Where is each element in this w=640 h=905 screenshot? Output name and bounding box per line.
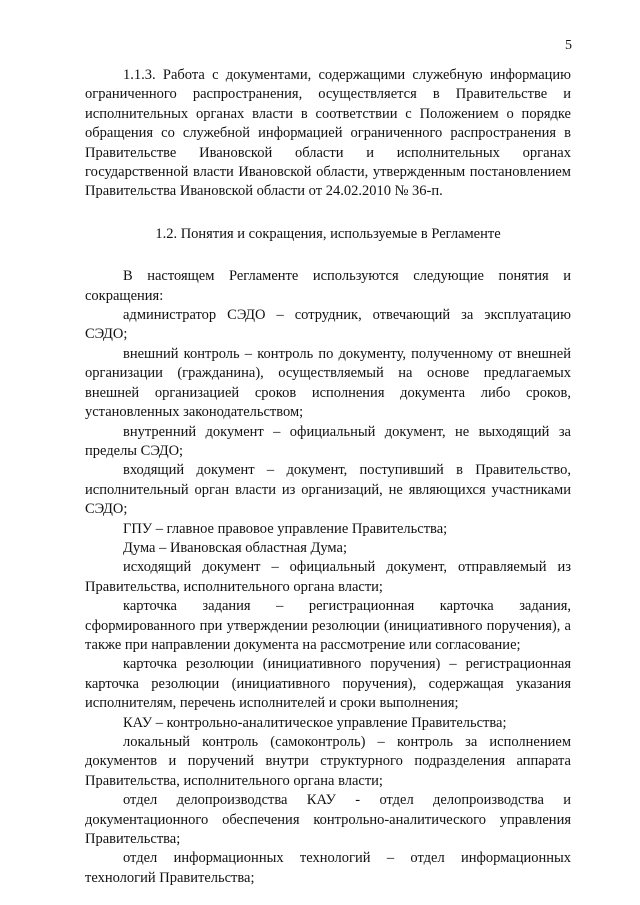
page-number: 5	[565, 38, 572, 53]
intro-paragraph: В настоящем Регламенте используются следующие понятия и сокращения:	[85, 268, 571, 304]
definition-incoming-document: входящий документ – документ, поступивший в Правительство, исполнительный орган власти из организаций, не являющихся участниками СЭДО;	[85, 462, 571, 518]
definition-gpu: ГПУ – главное правовое управление Правительства;	[123, 520, 448, 537]
definition-local-control: локальный контроль (самоконтроль) – контроль за исполнением документов и поручений внутри структурного подразделения аппарата Правительства, исполнительного органа власти;	[85, 734, 571, 789]
definition-kau: КАУ – контрольно-аналитическое управление Правительства;	[123, 714, 507, 731]
definition-administrator: администратор СЭДО – сотрудник, отвечающий за эксплуатацию СЭДО;	[85, 307, 571, 343]
definition-duma: Дума – Ивановская областная Дума;	[123, 539, 347, 556]
document-body	[85, 66, 571, 888]
definition-resolution-card: карточка резолюции (инициативного поручения) – регистрационная карточка резолюции (инициативного поручения), содержащая указания исполнителям, перечень исполнителей и сроки выполнения;	[85, 656, 571, 712]
definition-task-card: карточка задания – регистрационная карточка задания, сформированного при утверждении резолюции (инициативного поручения), а также при направлении документа на рассмотрение или согласование;	[85, 598, 571, 653]
definition-external-control: внешний контроль – контроль по документу, полученному от внешней организации (гражданина), осуществляемый на основе предлагаемых внешней организацией сроков исполнения документа либо сроков, установленных законодательством;	[85, 345, 571, 421]
paragraph-1-1-3: 1.1.3. Работа с документами, содержащими служебную информацию ограниченного распространения, осуществляется в Правительстве и исполнительных органах власти в соответствии с Положением о порядке обращения со служебной информацией ограниченного распространения в Правительстве Ивановской области и исполнительных органах государственной власти Ивановской области, утвержденным постановлением Правительства Ивановской области от 24.02.2010 № 36-п.	[85, 67, 571, 200]
section-heading: 1.2. Понятия и сокращения, используемые в Регламенте	[155, 225, 501, 242]
definition-records-department: отдел делопроизводства КАУ - отдел делопроизводства и документационного обеспечения контрольно-аналитического управления Правительства;	[85, 792, 571, 848]
definition-it-department: отдел информационных технологий – отдел информационных технологий Правительства;	[85, 850, 571, 886]
definition-internal-document: внутренний документ – официальный документ, не выходящий за пределы СЭДО;	[85, 423, 571, 459]
definition-outgoing-document: исходящий документ – официальный документ, отправляемый из Правительства, исполнительного органа власти;	[85, 559, 571, 595]
